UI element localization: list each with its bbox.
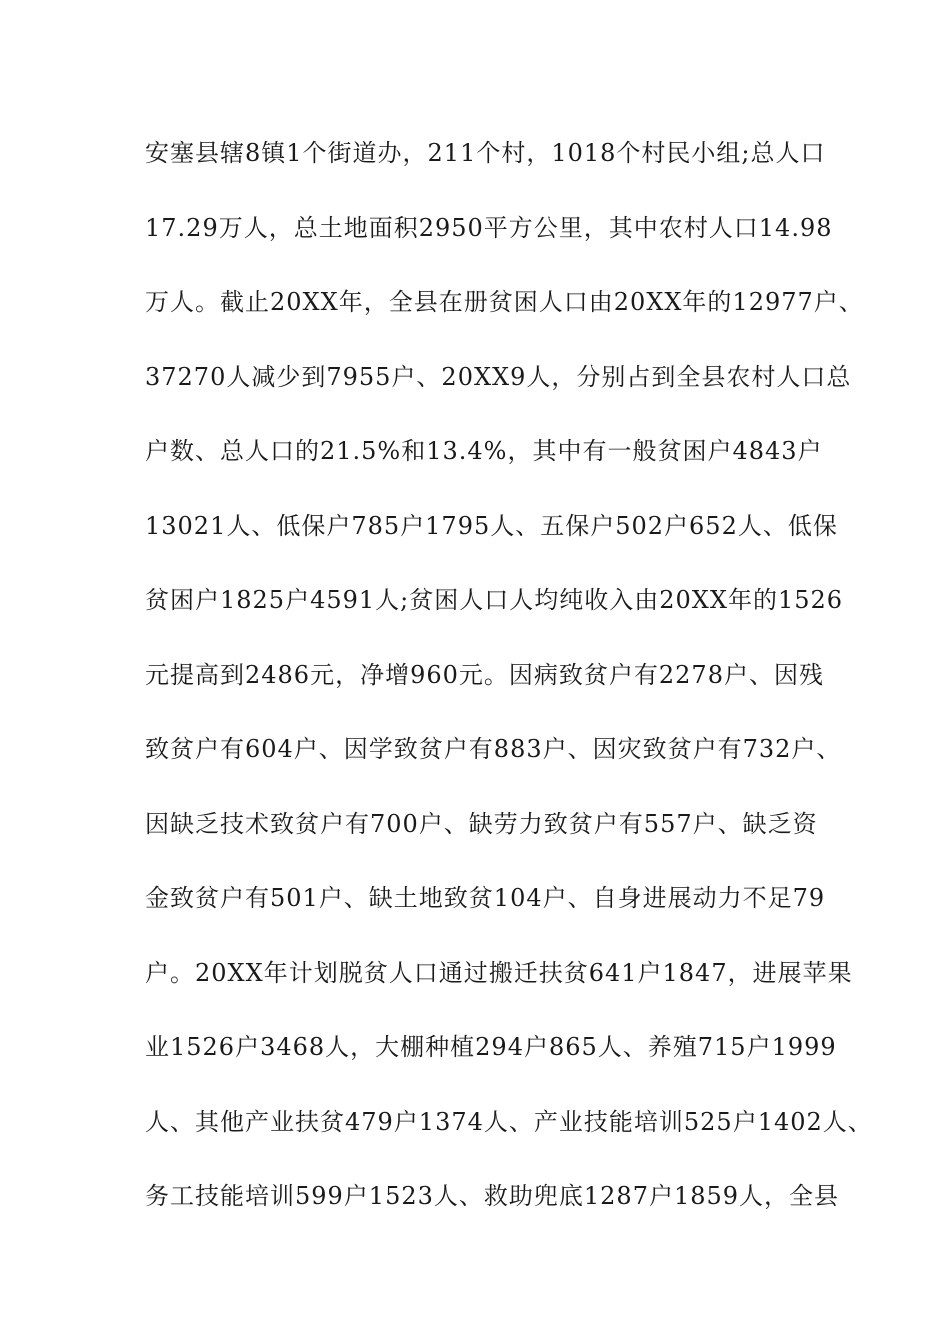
text-line: 元提高到2486元，净增960元。因病致贫户有2278户、因残 — [145, 660, 824, 689]
text-line: 17.29万人，总土地面积2950平方公里，其中农村人口14.98 — [145, 213, 833, 242]
text-line: 贫困户1825户4591人;贫困人口人均纯收入由20XX年的1526 — [145, 586, 844, 614]
text-line: 万人。截止20XX年，全县在册贫困人口由20XX年的12977户、 — [145, 288, 864, 316]
text-line: 务工技能培训599户1523人、救助兜底1287户1859人，全县 — [145, 1182, 840, 1210]
text-line: 人、其他产业扶贫479户1374人、产业技能培训525户1402人、 — [145, 1107, 873, 1136]
text-line: 金致贫户有501户、缺土地致贫104户、自身进展动力不足79 — [145, 884, 826, 912]
text-line: 业1526户3468人，大棚种植294户865人、养殖715户1999 — [145, 1033, 837, 1061]
text-line: 户。20XX年计划脱贫人口通过搬迁扶贫641户1847，进展苹果 — [145, 958, 853, 987]
text-line: 安塞县辖8镇1个街道办，211个村，1018个村民小组;总人口 — [145, 139, 826, 167]
text-line: 13021人、低保户785户1795人、五保户502户652人、低保 — [145, 511, 838, 540]
text-line: 37270人减少到7955户、20XX9人，分别占到全县农村人口总 — [145, 362, 852, 391]
text-line: 致贫户有604户、因学致贫户有883户、因灾致贫户有732户、 — [145, 735, 842, 763]
text-line: 户数、总人口的21.5%和13.4%，其中有一般贫困户4843户 — [145, 437, 823, 465]
text-line: 因缺乏技术致贫户有700户、缺劳力致贫户有557户、缺乏资 — [145, 809, 818, 838]
body-paragraph — [145, 133, 873, 1251]
